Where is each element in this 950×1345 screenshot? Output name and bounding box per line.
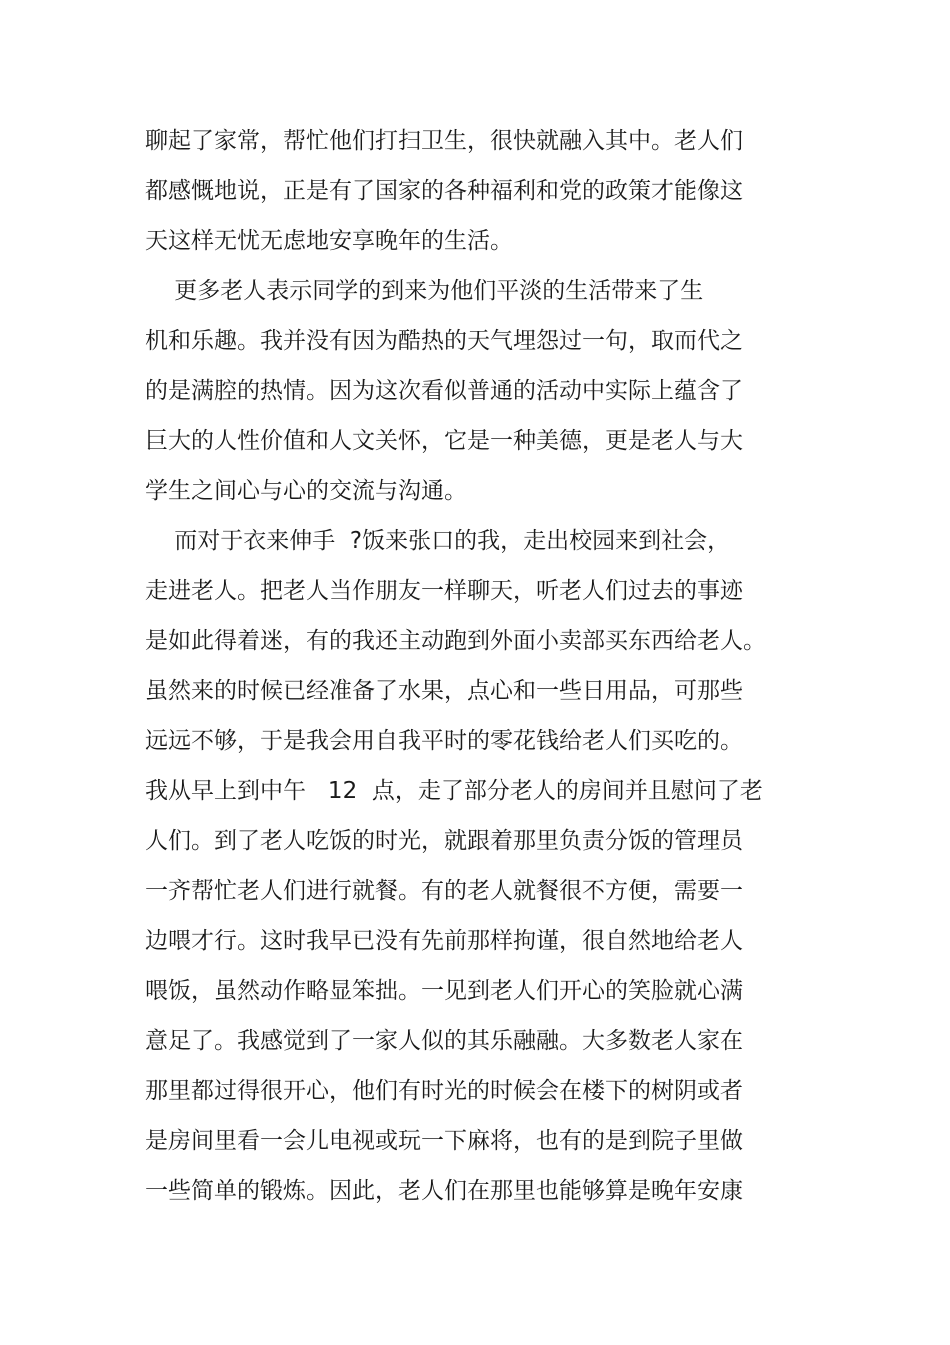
text-line: 学生之间心与心的交流与沟通。	[145, 478, 467, 504]
text-line: 一些简单的锻炼。因此，老人们在那里也能够算是晚年安康	[145, 1178, 743, 1204]
text-line: 是如此得着迷，有的我还主动跑到外面小卖部买东西给老人。	[145, 628, 766, 654]
text-line: 聊起了家常，帮忙他们打扫卫生，很快就融入其中。老人们	[145, 128, 743, 154]
text-line: 边喂才行。这时我早已没有先前那样拘谨，很自然地给老人	[145, 928, 743, 954]
text-line: 机和乐趣。我并没有因为酷热的天气埋怨过一句，取而代之	[145, 328, 743, 354]
text-line: 那里都过得很开心，他们有时光的时候会在楼下的树阴或者	[145, 1078, 743, 1104]
text-line: 的是满腔的热情。因为这次看似普通的活动中实际上蕴含了	[145, 378, 743, 404]
text-line: 意足了。我感觉到了一家人似的其乐融融。大多数老人家在	[145, 1028, 743, 1054]
text-line: 我从早上到中午 12 点，走了部分老人的房间并且慰问了老	[145, 778, 763, 804]
text-line: 喂饭，虽然动作略显笨拙。一见到老人们开心的笑脸就心满	[145, 978, 743, 1004]
text-line: 远远不够，于是我会用自我平时的零花钱给老人们买吃的。	[145, 728, 743, 754]
text-line: 人们。到了老人吃饭的时光，就跟着那里负责分饭的管理员	[145, 828, 743, 854]
text-line: 而对于衣来伸手 ?饭来张口的我，走出校园来到社会，	[145, 528, 731, 554]
text-line: 虽然来的时候已经准备了水果，点心和一些日用品，可那些	[145, 678, 743, 704]
text-line: 是房间里看一会儿电视或玩一下麻将，也有的是到院子里做	[145, 1128, 743, 1154]
text-line: 一齐帮忙老人们进行就餐。有的老人就餐很不方便，需要一	[145, 878, 743, 904]
text-line: 巨大的人性价值和人文关怀，它是一种美德，更是老人与大	[145, 428, 743, 454]
text-line: 天这样无忧无虑地安享晚年的生活。	[145, 228, 513, 254]
text-line: 走进老人。把老人当作朋友一样聊天，听老人们过去的事迹	[145, 578, 743, 604]
text-line: 更多老人表示同学的到来为他们平淡的生活带来了生	[145, 278, 704, 304]
text-line: 都感慨地说，正是有了国家的各种福利和党的政策才能像这	[145, 178, 743, 204]
